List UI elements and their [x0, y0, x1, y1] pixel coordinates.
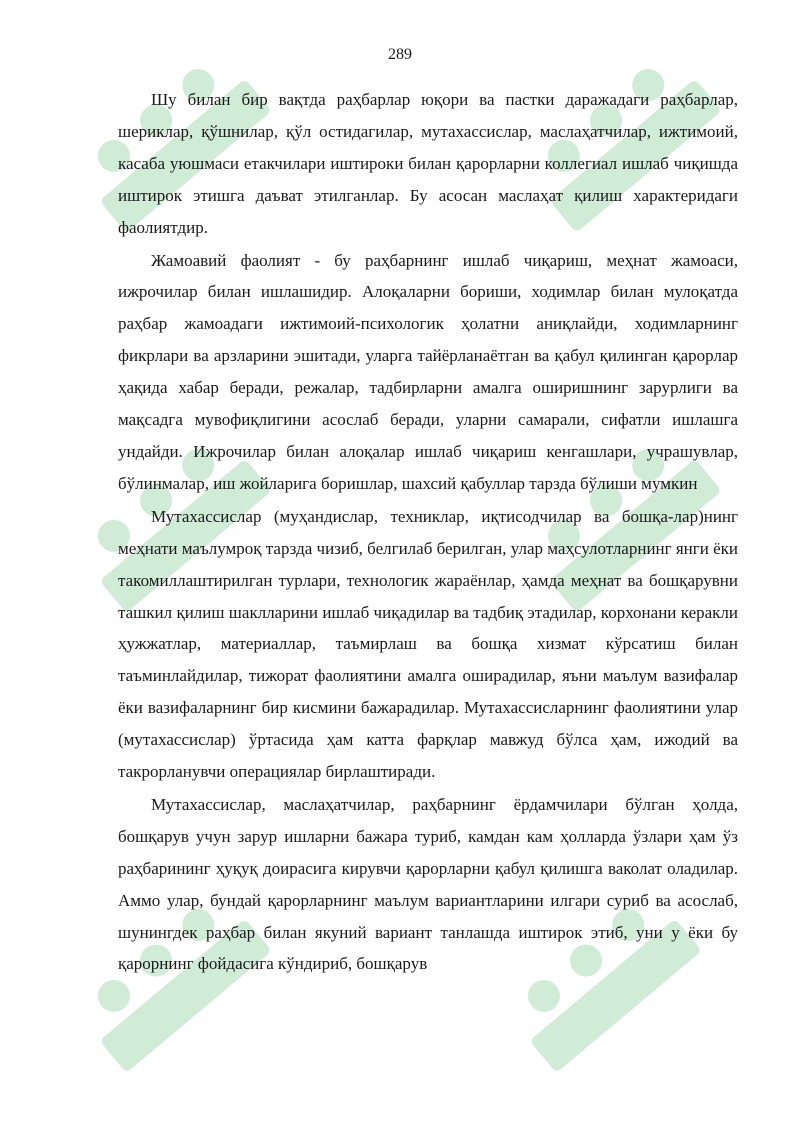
page-number: 289 — [388, 46, 412, 63]
paragraph-4: Мутахассислар, маслаҳатчилар, раҳбарнинг ёрдамчилари бўлган ҳолда, бошқарув учун зарур ишларни бажара туриб, камдан кам ҳолларда ўзлари ҳам ўз раҳбарининг ҳуқуқ доирасига кирувчи қарорларни қабул қилишга ваколат оладилар. Аммо улар, бундай қарорларнинг маълум вариантларини илгари суриб ва асослаб, шунингдек раҳбар билан якуний вариант танлашда иштирок этиб, уни у ёки бу қарорнинг фойдасига кўндириб, бошқарув — [118, 794, 738, 974]
body-text — [118, 84, 738, 981]
paragraph-3: Мутахассислар (муҳандислар, техниклар, иқтисодчилар ва бошқа-лар)нинг меҳнати маълумроқ тарзда чизиб, белгилаб берилган, улар маҳсулотларнинг янги ёки такомиллаштирилган турлари, технологик жараёнлар, ҳамда меҳнат ва бошқарувни ташкил қилиш шаклларини ишлаб чиқадилар ва тадбиқ этадилар, корхонани керакли ҳужжатлар, материаллар, таъмирлаш ва бошқа хизмат кўрсатиш билан таъминлайдилар, тижорат фаолиятини амалга оширадилар, яъни маълум вазифалар ёки вазифаларнинг бир кисмини бажарадилар. Мутахассисларнинг фаолиятини улар (мутахассислар) ўртасида ҳам катта фарқлар мавжуд бўлса ҳам, ижодий ва такрорланувчи операциялар бирлаштиради. — [118, 506, 739, 782]
paragraph-1: Шу билан бир вақтда раҳбарлар юқори ва пастки даражадаги раҳбарлар, шериклар, қўшнилар, қўл остидагилар, мутахассислар, маслаҳатчилар, ижтимоий, касаба уюшмаси етакчилари иштироки билан қарорларни коллегиал ишлаб чиқишда иштирок этишга даъват этилганлар. Бу асосан маслаҳат қилиш характеридаги фаолиятдир. — [118, 90, 738, 237]
paragraph-2: Жамоавий фаолият - бу раҳбарнинг ишлаб чиқариш, меҳнат жамоаси, ижрочилар билан ишлашидир. Алоқаларни бориши, ходимлар билан мулоқатда раҳбар жамоадаги ижтимоий-психологик ҳолатни аниқлайди, ходимларнинг фикрлари ва арзларини эшитади, уларга тайёрланаётган ва қабул қилинган қарорлар ҳақида хабар беради, режалар, тадбирларни амалга оширишнинг зарурлиги ва мақсадга мувофиқлигини асослаб беради, уларни самарали, сифатли ишлашга ундайди. Ижрочилар билан алоқалар ишлаб чиқариш кенгашлари, учрашувлар, бўлинмалар, иш жойларига боришлар, шахсий қабуллар тарзда бўлиши мумкин — [118, 250, 738, 493]
